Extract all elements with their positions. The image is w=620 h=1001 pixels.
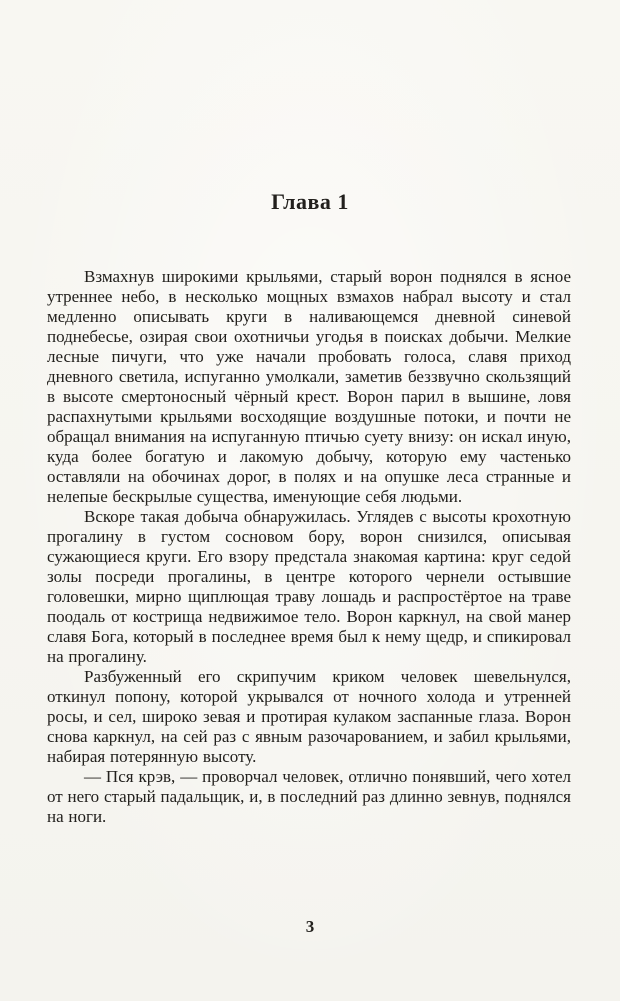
paragraph: Вскоре такая добыча обнаружилась. Углядев с высоты крохотную прогалину в густом сосновом бору, ворон снизился, описывая сужающиеся круги. Его взору предстала знакомая картина: круг седой золы посреди прогалины, в центре которого чернели остывшие головешки, мирно щиплющая траву лошадь и распростёртое на траве поодаль от кострища недвижимое тело. Ворон каркнул, на свой манер славя Бога, который в последнее время был к нему щедр, и спикировал на прогалину. xyxy=(47,507,571,666)
paragraph: Взмахнув широкими крыльями, старый ворон поднялся в ясное утреннее небо, в несколько мощных взмахов набрал высоту и стал медленно описывать круги в наливающемся дневной синевой поднебесье, озирая свои охотничьи угодья в поисках добычи. Мелкие лесные пичуги, что уже начали пробовать голоса, славя приход дневного светила, испуганно умолкали, заметив беззвучно скользящий в высоте смертоносный чёрный крест. Ворон парил в вышине, ловя распахнутыми крыльями восходящие воздушные потоки, и почти не обращал внимания на испуганную птичью суету внизу: он искал иную, куда более богатую и лакомую добычу, которую ему частенько оставляли на обочинах дорог, в полях и на опушке леса странные и нелепые бескрылые существа, именующие себя людьми. xyxy=(47,267,571,506)
paragraph: Разбуженный его скрипучим криком человек шевельнулся, откинул попону, которой укрывался от ночного холода и утренней росы, и сел, широко зевая и протирая кулаком заспанные глаза. Ворон снова каркнул, на сей раз с явным разочарованием, и забил крыльями, набирая потерянную высоту. xyxy=(47,667,571,766)
page-number: 3 xyxy=(305,917,315,936)
body-text xyxy=(47,267,571,827)
paragraph: — Пся крэв, — проворчал человек, отлично понявший, чего хотел от него старый падальщик, и, в последний раз длинно зевнув, поднялся на ноги. xyxy=(47,767,571,826)
chapter-heading: Глава 1 xyxy=(271,189,349,214)
